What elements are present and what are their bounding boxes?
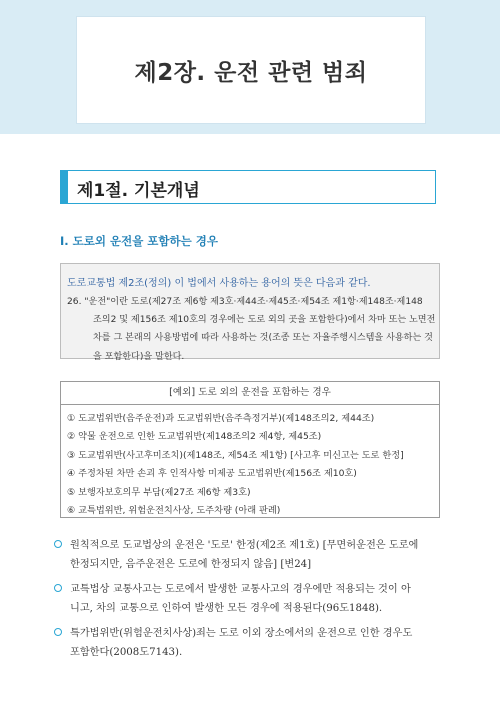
- bullet-item: [54, 624, 446, 662]
- exception-item: ① 도교법위반(음주운전)과 도교법위반(음주측정거부)(제148조의2, 제44조): [67, 413, 375, 424]
- law-line: 조의2 및 제156조 제10호의 경우에는 도로 외의 곳을 포함한다)에서 차마 또는 노면전: [93, 315, 436, 326]
- law-line: 26. "운전"이란 도로(제27조 제6항 제3호·제44조·제45조·제54조 제1항·제148조·제148: [67, 297, 423, 307]
- bullet-line: 포함한다(2008도7143).: [70, 647, 183, 658]
- bullet-item: [54, 580, 446, 618]
- law-line: 차를 그 본래의 사용방법에 따라 사용하는 것(조종 또는 자율주행시스템을 사용하는 것: [93, 333, 433, 344]
- exception-header: [예외] 도로 외의 운전을 포함하는 경우: [61, 382, 439, 405]
- exception-item: ⑥ 교특법위반, 위험운전치사상, 도주차량 (아래 판례): [67, 505, 281, 517]
- law-line: 을 포함한다)을 말한다.: [93, 351, 185, 362]
- exception-item: ⑤ 보행자보호의무 부담(제27조 제6항 제3호): [67, 486, 251, 498]
- circle-bullet-icon: [54, 540, 62, 548]
- law-body: [67, 293, 436, 366]
- law-excerpt-box: [60, 263, 440, 362]
- bullet-line: 니고, 차의 교통으로 인하여 발생한 모든 경우에 적용된다(96도1848).: [70, 603, 383, 614]
- circle-bullet-icon: [54, 628, 62, 636]
- exception-item: ② 약물 운전으로 인한 도교법위반(제148조의2 제4항, 제45조): [67, 431, 322, 443]
- chapter-title: 제2장. 운전 관련 범죄: [134, 59, 368, 86]
- exception-item: ③ 도교법위반(사고후미조치)(제148조, 제54조 제1항) [사고후 미신고는 도로 한정]: [67, 449, 404, 461]
- section-title: 제1절. 기본개념: [77, 181, 200, 201]
- section-accent-bar: [61, 171, 68, 203]
- bullet-item: [54, 536, 446, 574]
- bullet-line: 한정되지만, 음주운전은 도로에 한정되지 않음] [변24]: [70, 559, 312, 570]
- circle-bullet-icon: [54, 584, 62, 592]
- law-heading: 도로교통법 제2조(정의) 이 법에서 사용하는 용어의 뜻은 다음과 같다.: [67, 278, 371, 289]
- subsection-title: I. 도로외 운전을 포함하는 경우: [60, 234, 218, 248]
- exception-box: [60, 381, 440, 518]
- chapter-title-box: [76, 16, 426, 124]
- exception-item: ④ 주정차된 차만 손괴 후 인적사항 미제공 도교법위반(제156조 제10호): [67, 468, 357, 480]
- bullet-line: 교특법상 교통사고는 도로에서 발생한 교통사고의 경우에만 적용되는 것이 아: [70, 584, 411, 595]
- bullet-line: 특가법위반(위험운전치사상)죄는 도로 이외 장소에서의 운전으로 인한 경우도: [70, 628, 413, 639]
- section-title-box: [60, 170, 436, 204]
- bullet-line: 원칙적으로 도교법상의 운전은 '도로' 한정(제2조 제1호) [무면허운전은 도로에: [70, 540, 419, 551]
- exception-list: [61, 405, 439, 520]
- bullet-list: [54, 536, 446, 668]
